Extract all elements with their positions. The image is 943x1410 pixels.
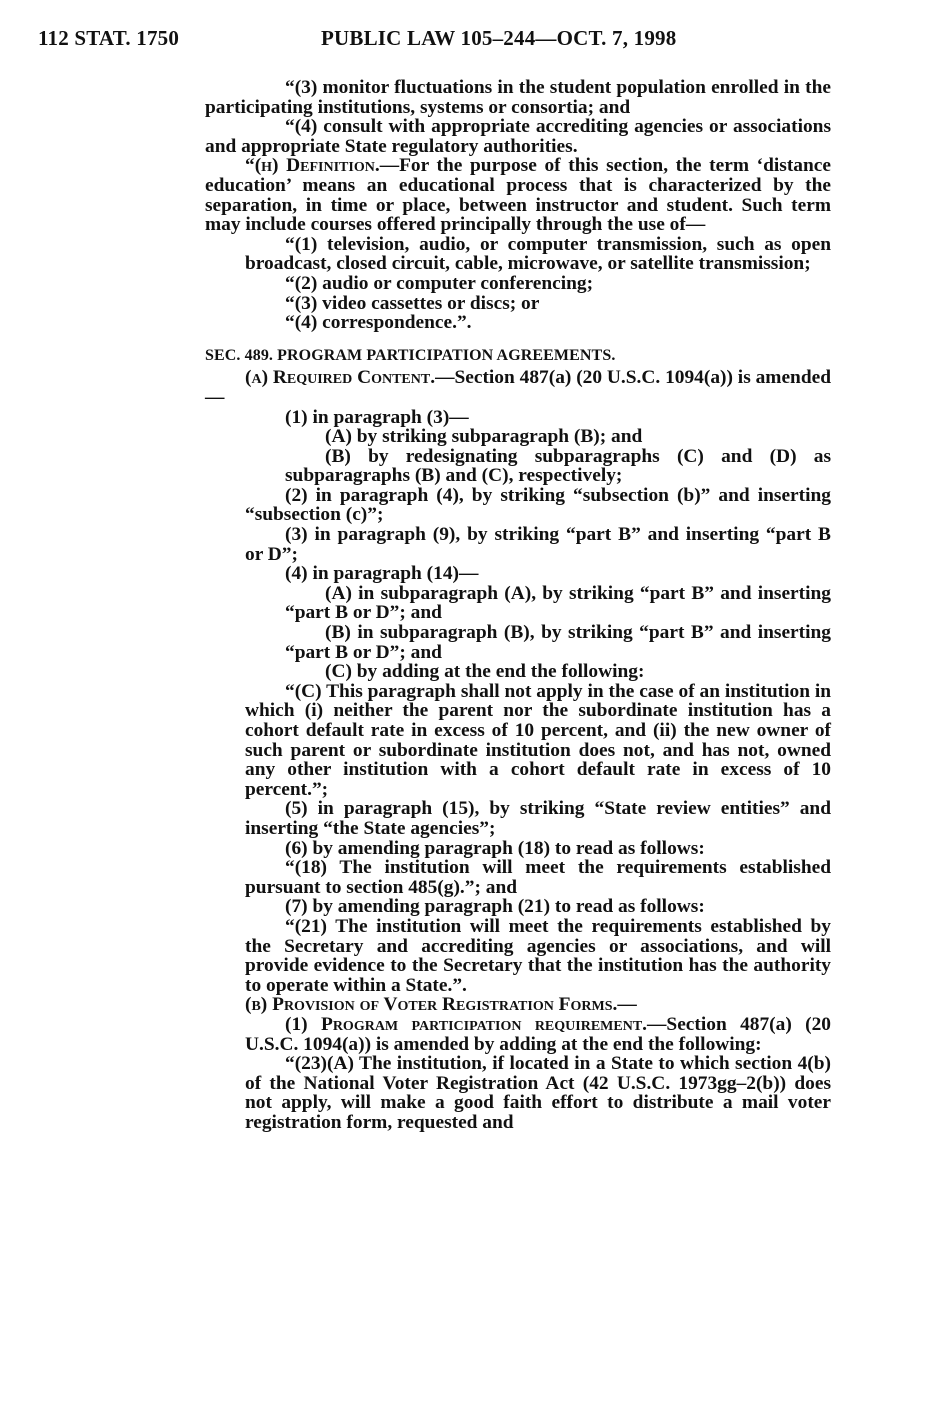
subsection-a-heading: (a) Required Content. bbox=[245, 367, 436, 389]
quoted-paragraph: “(18) The institution will meet the requirements established pursuant to section 485(g).”; and bbox=[245, 857, 831, 898]
paragraph: (3) in paragraph (9), by striking “part B” and inserting “part B or D”; bbox=[245, 524, 831, 565]
definition-paragraph bbox=[205, 156, 831, 234]
paragraph: (B) by redesignating subparagraphs (C) and (D) as subparagraphs (B) and (C), respectively; bbox=[285, 445, 831, 487]
paragraph: “(4) correspondence.”. bbox=[285, 312, 472, 334]
paragraph: (A) in subparagraph (A), by striking “part B” and inserting “part B or D”; and bbox=[285, 582, 831, 624]
running-head bbox=[38, 26, 858, 56]
paragraph: “(3) monitor fluctuations in the student population enrolled in the participating institutions, systems or consortia; and bbox=[205, 77, 831, 118]
paragraph: (7) by amending paragraph (21) to read as follows: bbox=[285, 896, 705, 918]
subsection-a bbox=[205, 368, 831, 407]
body-text bbox=[205, 78, 831, 1132]
section-heading: SEC. 489. PROGRAM PARTICIPATION AGREEMENTS. bbox=[205, 346, 616, 364]
paragraph: (1) in paragraph (3)— bbox=[285, 406, 469, 428]
subsection-b-heading: (b) Provision of Voter Registration Forms. bbox=[245, 994, 618, 1016]
paragraph: “(4) consult with appropriate accrediting agencies or associations and appropriate State regulatory authorities. bbox=[205, 116, 831, 157]
quoted-paragraph: “(23)(A) The institution, if located in a State to which section 4(b) of the National Voter Registration Act (42 U.S.C. 1973gg–2(b)) does not apply, will make a good faith effort to distribute a mail voter registration form, requested and bbox=[245, 1053, 831, 1133]
paragraph: (B) in subparagraph (B), by striking “part B” and inserting “part B or D”; and bbox=[285, 622, 831, 663]
public-law-citation: PUBLIC LAW 105–244—OCT. 7, 1998 bbox=[321, 26, 677, 50]
stat-citation: 112 STAT. 1750 bbox=[38, 26, 180, 50]
paragraph: (4) in paragraph (14)— bbox=[285, 563, 479, 585]
paragraph-b1-heading: (1) Program participation requirement. bbox=[285, 1013, 648, 1035]
subsection-a-body: —Section 487(a) (20 U.S.C. 1094(a)) is amended— bbox=[205, 367, 832, 408]
paragraph-b1 bbox=[205, 1015, 831, 1054]
paragraph: “(2) audio or computer conferencing; bbox=[285, 272, 594, 294]
paragraph: (2) in paragraph (4), by striking “subsection (b)” and inserting “subsection (c)”; bbox=[245, 484, 831, 526]
subsection-b-dash: — bbox=[617, 994, 637, 1016]
paragraph: (A) by striking subparagraph (B); and bbox=[325, 426, 643, 448]
paragraph-b1-body: —Section 487(a) (20 U.S.C. 1094(a)) is amended by adding at the end the following: bbox=[245, 1013, 831, 1055]
paragraph: (6) by amending paragraph (18) to read as follows: bbox=[285, 837, 705, 859]
paragraph: “(3) video cassettes or discs; or bbox=[285, 292, 540, 314]
quoted-paragraph: “(C) This paragraph shall not apply in the case of an institution in which (i) neither the parent nor the subordinate institution has a cohort default rate in excess of 10 percent, and (ii) the new owner of such parent or subordinate institution does not, and has not, owned any other institution with a cohort default rate in excess of 10 percent.”; bbox=[245, 680, 831, 800]
paragraph: (5) in paragraph (15), by striking “State review entities” and inserting “the State agencies”; bbox=[245, 798, 831, 839]
subsection-b bbox=[205, 995, 831, 1015]
definition-heading: “(h) Definition. bbox=[245, 155, 380, 177]
paragraph: “(1) television, audio, or computer transmission, such as open broadcast, closed circuit, cable, microwave, or satellite transmission; bbox=[245, 233, 831, 275]
definition-body: —For the purpose of this section, the term ‘distance education’ means an educational process that is characterized by the separation, in time or place, between instructor and student. Such term may include courses offered principally through the use of— bbox=[205, 155, 831, 236]
paragraph: (C) by adding at the end the following: bbox=[325, 661, 645, 683]
quoted-paragraph: “(21) The institution will meet the requirements established by the Secretary and accrediting agencies or associations, and will provide evidence to the Secretary that the institution has the authority to operate within a State.”. bbox=[245, 915, 831, 996]
